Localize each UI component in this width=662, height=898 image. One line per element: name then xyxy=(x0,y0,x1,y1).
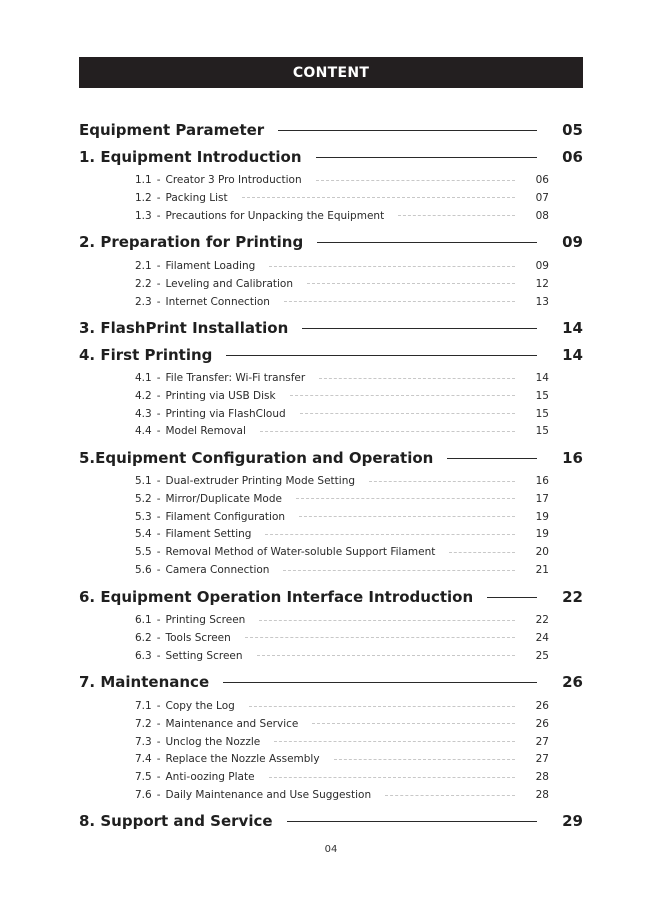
toc-section-4-first-printing[interactable] xyxy=(79,344,583,366)
section-page-number: 26 xyxy=(562,673,583,691)
dotted-leader xyxy=(283,570,515,571)
item-separator: - xyxy=(156,649,161,662)
dotted-leader xyxy=(274,741,515,742)
toc-section-1-equipment-introduction[interactable] xyxy=(79,146,583,168)
item-number: 1.2 xyxy=(135,191,152,204)
item-number: 4.4 xyxy=(135,425,152,438)
item-title: Printing via FlashCloud xyxy=(165,407,286,420)
item-number: 7.6 xyxy=(135,789,152,801)
item-number: 1.3 xyxy=(135,209,152,222)
item-number: 7.1 xyxy=(135,700,152,712)
item-page-number: 16 xyxy=(535,475,549,487)
item-title: Setting Screen xyxy=(165,649,243,662)
item-separator: - xyxy=(156,614,161,626)
dotted-leader xyxy=(269,266,515,267)
toc-item-7-5[interactable] xyxy=(135,769,549,785)
dotted-leader xyxy=(449,552,515,553)
item-page-number: 14 xyxy=(535,372,549,384)
item-separator: - xyxy=(156,735,161,748)
dotted-leader xyxy=(398,215,515,216)
item-separator: - xyxy=(156,789,161,801)
dotted-leader xyxy=(319,378,515,379)
item-title: Leveling and Calibration xyxy=(165,277,294,290)
item-separator: - xyxy=(156,295,161,308)
leader-line xyxy=(316,157,537,158)
toc-item-6-1[interactable] xyxy=(135,612,549,628)
item-page-number: 28 xyxy=(535,789,549,801)
item-title: Maintenance and Service xyxy=(165,717,299,730)
item-separator: - xyxy=(156,528,161,541)
section-title: 4. First Printing xyxy=(79,346,213,364)
item-page-number: 17 xyxy=(535,492,549,505)
toc-section-5-equipment-configuration-and-operation[interactable] xyxy=(79,447,583,469)
item-separator: - xyxy=(156,564,161,576)
item-page-number: 25 xyxy=(535,649,549,662)
item-separator: - xyxy=(156,753,161,766)
item-title: Dual-extruder Printing Mode Setting xyxy=(165,475,356,487)
item-number: 7.5 xyxy=(135,771,152,784)
dotted-leader xyxy=(334,759,515,760)
item-separator: - xyxy=(156,700,161,712)
dotted-leader xyxy=(257,655,515,656)
item-separator: - xyxy=(156,546,161,559)
item-separator: - xyxy=(156,425,161,438)
item-page-number: 19 xyxy=(535,510,549,523)
item-number: 5.1 xyxy=(135,475,152,487)
item-separator: - xyxy=(156,191,161,204)
toc-item-2-2[interactable] xyxy=(135,276,549,292)
toc-item-5-6[interactable] xyxy=(135,562,549,578)
toc-section-2-preparation-for-printing[interactable] xyxy=(79,231,583,253)
item-number: 2.3 xyxy=(135,295,152,308)
section-page-number: 16 xyxy=(562,449,583,467)
item-separator: - xyxy=(156,771,161,784)
toc-item-4-4[interactable] xyxy=(135,423,549,439)
item-title: Internet Connection xyxy=(165,295,270,308)
item-number: 5.4 xyxy=(135,528,152,541)
item-title: Removal Method of Water-soluble Support Filament xyxy=(165,546,436,559)
section-title: 5.Equipment Configuration and Operation xyxy=(79,449,434,467)
dotted-leader xyxy=(369,481,515,482)
toc-item-4-3[interactable] xyxy=(135,406,549,422)
item-page-number: 28 xyxy=(535,771,549,784)
toc-item-1-3[interactable] xyxy=(135,208,549,224)
section-title: 8. Support and Service xyxy=(79,812,273,830)
item-title: Copy the Log xyxy=(165,700,235,712)
item-page-number: 26 xyxy=(535,717,549,730)
section-page-number: 22 xyxy=(562,588,583,606)
toc-item-2-3[interactable] xyxy=(135,294,549,310)
toc-section-7-maintenance[interactable] xyxy=(79,671,583,693)
item-page-number: 19 xyxy=(535,528,549,541)
dotted-leader xyxy=(316,180,515,181)
item-title: Packing List xyxy=(165,191,228,204)
toc-item-1-2[interactable] xyxy=(135,190,549,206)
item-page-number: 27 xyxy=(535,753,549,766)
toc-item-4-2[interactable] xyxy=(135,388,549,404)
item-number: 5.2 xyxy=(135,492,152,505)
item-page-number: 26 xyxy=(535,700,549,712)
item-title: Daily Maintenance and Use Suggestion xyxy=(165,789,372,801)
item-number: 4.3 xyxy=(135,407,152,420)
dotted-leader xyxy=(259,620,515,621)
toc-item-7-3[interactable] xyxy=(135,734,549,750)
dotted-leader xyxy=(284,301,515,302)
dotted-leader xyxy=(299,516,515,517)
toc-item-4-1[interactable] xyxy=(135,370,549,386)
toc-section-6-equipment-operation-interface-introduction[interactable] xyxy=(79,586,583,608)
toc-item-7-1[interactable] xyxy=(135,698,549,714)
dotted-leader xyxy=(242,197,515,198)
dotted-leader xyxy=(385,795,515,796)
leader-line xyxy=(278,130,537,131)
item-page-number: 12 xyxy=(535,277,549,290)
item-separator: - xyxy=(156,407,161,420)
item-separator: - xyxy=(156,717,161,730)
item-page-number: 24 xyxy=(535,631,549,644)
toc-item-6-3[interactable] xyxy=(135,648,549,664)
toc-item-5-5[interactable] xyxy=(135,544,549,560)
item-title: Anti-oozing Plate xyxy=(165,771,255,784)
toc-item-7-2[interactable] xyxy=(135,716,549,732)
item-number: 5.3 xyxy=(135,510,152,523)
item-title: Creator 3 Pro Introduction xyxy=(165,174,302,186)
item-separator: - xyxy=(156,277,161,290)
item-title: Filament Loading xyxy=(165,260,256,272)
section-title: 3. FlashPrint Installation xyxy=(79,319,289,337)
item-separator: - xyxy=(156,209,161,222)
item-title: Replace the Nozzle Assembly xyxy=(165,753,320,766)
toc-item-5-1[interactable] xyxy=(135,473,549,489)
item-page-number: 08 xyxy=(535,209,549,222)
item-title: Precautions for Unpacking the Equipment xyxy=(165,209,385,222)
item-number: 6.3 xyxy=(135,649,152,662)
item-number: 4.2 xyxy=(135,389,152,402)
dotted-leader xyxy=(290,395,515,396)
dotted-leader xyxy=(249,706,515,707)
page-number: 04 xyxy=(324,844,338,855)
dotted-leader xyxy=(312,723,515,724)
toc-item-5-2[interactable] xyxy=(135,491,549,507)
item-title: File Transfer: Wi-Fi transfer xyxy=(165,372,306,384)
item-title: Printing Screen xyxy=(165,614,246,626)
item-separator: - xyxy=(156,492,161,505)
item-number: 6.2 xyxy=(135,631,152,644)
item-number: 4.1 xyxy=(135,372,152,384)
toc-section-8-support-and-service[interactable] xyxy=(79,810,583,832)
leader-line xyxy=(223,682,537,683)
dotted-leader xyxy=(307,283,515,284)
section-title: 2. Preparation for Printing xyxy=(79,233,304,251)
dotted-leader xyxy=(265,534,515,535)
item-title: Unclog the Nozzle xyxy=(165,735,261,748)
item-page-number: 09 xyxy=(535,260,549,272)
section-title: 1. Equipment Introduction xyxy=(79,148,302,166)
item-title: Filament Setting xyxy=(165,528,252,541)
item-number: 5.6 xyxy=(135,564,152,576)
toc-item-1-1[interactable] xyxy=(135,172,549,188)
item-separator: - xyxy=(156,510,161,523)
item-title: Camera Connection xyxy=(165,564,270,576)
leader-line xyxy=(317,242,537,243)
item-number: 2.2 xyxy=(135,277,152,290)
dotted-leader xyxy=(269,777,515,778)
contents-header xyxy=(79,57,583,88)
item-page-number: 27 xyxy=(535,735,549,748)
section-title: 7. Maintenance xyxy=(79,673,210,691)
item-number: 7.4 xyxy=(135,753,152,766)
item-separator: - xyxy=(156,475,161,487)
toc-section-3-flashprint-installation[interactable] xyxy=(79,317,583,339)
item-number: 1.1 xyxy=(135,174,152,186)
section-page-number: 14 xyxy=(562,319,583,337)
leader-line xyxy=(226,355,537,356)
item-number: 7.3 xyxy=(135,735,152,748)
dotted-leader xyxy=(260,431,515,432)
item-title: Filament Configuration xyxy=(165,510,286,523)
section-title: 6. Equipment Operation Interface Introduction xyxy=(79,588,474,606)
item-separator: - xyxy=(156,372,161,384)
contents-title: CONTENT xyxy=(292,64,370,81)
dotted-leader xyxy=(300,413,515,414)
item-separator: - xyxy=(156,631,161,644)
leader-line xyxy=(287,821,537,822)
item-number: 7.2 xyxy=(135,717,152,730)
toc-item-7-6[interactable] xyxy=(135,787,549,803)
section-page-number: 14 xyxy=(562,346,583,364)
item-page-number: 07 xyxy=(535,191,549,204)
leader-line xyxy=(487,597,537,598)
item-number: 2.1 xyxy=(135,260,152,272)
item-title: Tools Screen xyxy=(165,631,231,644)
toc-item-7-4[interactable] xyxy=(135,751,549,767)
item-page-number: 15 xyxy=(535,389,549,402)
item-page-number: 15 xyxy=(535,407,549,420)
item-separator: - xyxy=(156,174,161,186)
item-title: Mirror/Duplicate Mode xyxy=(165,492,282,505)
toc-item-5-3[interactable] xyxy=(135,509,549,525)
item-page-number: 06 xyxy=(535,174,549,186)
section-title: Equipment Parameter xyxy=(79,121,265,139)
leader-line xyxy=(302,328,537,329)
dotted-leader xyxy=(245,637,515,638)
item-separator: - xyxy=(156,389,161,402)
item-page-number: 13 xyxy=(535,295,549,308)
item-title: Printing via USB Disk xyxy=(165,389,276,402)
item-separator: - xyxy=(156,260,161,272)
section-page-number: 09 xyxy=(562,233,583,251)
dotted-leader xyxy=(296,498,515,499)
item-title: Model Removal xyxy=(165,425,246,438)
item-page-number: 20 xyxy=(535,546,549,559)
item-page-number: 15 xyxy=(535,425,549,438)
section-page-number: 05 xyxy=(562,121,583,139)
section-page-number: 06 xyxy=(562,148,583,166)
item-page-number: 22 xyxy=(535,614,549,626)
section-page-number: 29 xyxy=(562,812,583,830)
toc-item-6-2[interactable] xyxy=(135,630,549,646)
item-page-number: 21 xyxy=(535,564,549,576)
item-number: 5.5 xyxy=(135,546,152,559)
toc-item-5-4[interactable] xyxy=(135,526,549,542)
leader-line xyxy=(447,458,537,459)
toc-item-2-1[interactable] xyxy=(135,258,549,274)
item-number: 6.1 xyxy=(135,614,152,626)
toc-section-equipment-parameter[interactable] xyxy=(79,119,583,141)
